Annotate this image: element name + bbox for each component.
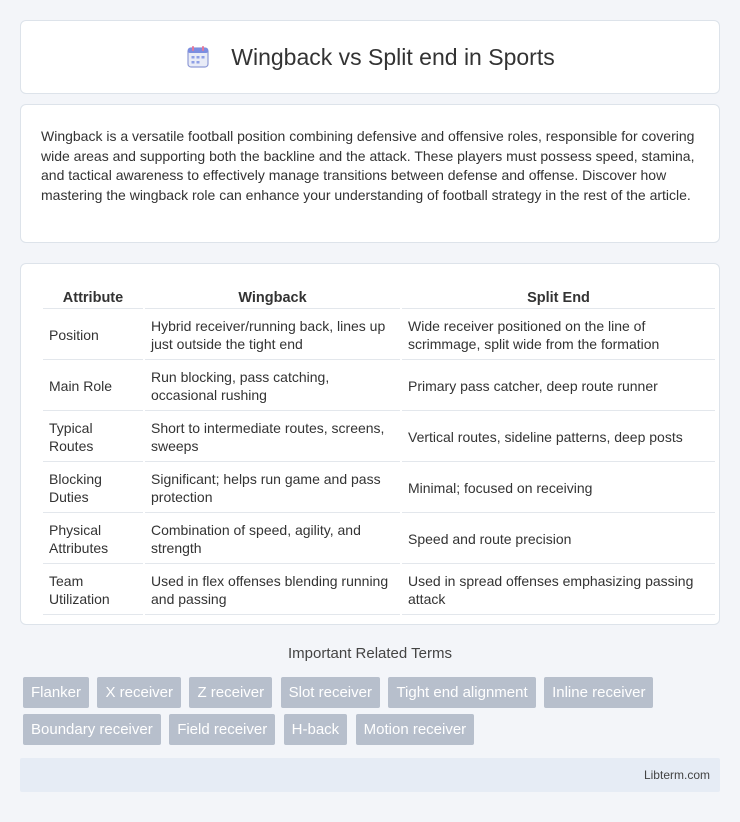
related-term-tag[interactable]: Motion receiver bbox=[356, 714, 475, 745]
header-wingback: Wingback bbox=[145, 288, 400, 309]
calendar-icon bbox=[185, 44, 211, 70]
table-cell: Used in spread offenses emphasizing passing attack bbox=[402, 566, 715, 615]
header-split-end: Split End bbox=[402, 288, 715, 309]
related-term-tag[interactable]: Z receiver bbox=[189, 677, 272, 708]
table-row bbox=[43, 413, 715, 462]
footer bbox=[20, 758, 720, 792]
table-cell: Primary pass catcher, deep route runner bbox=[402, 362, 715, 411]
table-cell: Physical Attributes bbox=[43, 515, 143, 564]
table-row bbox=[43, 464, 715, 513]
header-attribute: Attribute bbox=[43, 288, 143, 309]
table-cell: Blocking Duties bbox=[43, 464, 143, 513]
intro-card bbox=[20, 104, 720, 243]
intro-text: Wingback is a versatile football position combining defensive and offensive roles, responsible for covering wide areas and supporting both the backline and the attack. These players must possess speed, stamina, and tactical awareness to effectively manage transitions between defense and offense. Discover how mastering the wingback role can enhance your understanding of football strategy in the rest of the article. bbox=[41, 128, 695, 203]
table-cell: Minimal; focused on receiving bbox=[402, 464, 715, 513]
related-term-tag[interactable]: Flanker bbox=[23, 677, 89, 708]
table-cell: Combination of speed, agility, and strength bbox=[145, 515, 400, 564]
table-cell: Significant; helps run game and pass protection bbox=[145, 464, 400, 513]
table-cell: Position bbox=[43, 311, 143, 360]
footer-site-link[interactable]: Libterm.com bbox=[643, 768, 710, 782]
comparison-card bbox=[20, 263, 720, 625]
related-term-tag[interactable]: H-back bbox=[284, 714, 348, 745]
table-cell: Speed and route precision bbox=[402, 515, 715, 564]
table-row bbox=[43, 566, 715, 615]
table-cell: Used in flex offenses blending running and passing bbox=[145, 566, 400, 615]
related-term-tag[interactable]: Boundary receiver bbox=[23, 714, 161, 745]
table-cell: Wide receiver positioned on the line of scrimmage, split wide from the formation bbox=[402, 311, 715, 360]
table-cell: Short to intermediate routes, screens, sweeps bbox=[145, 413, 400, 462]
table-cell: Team Utilization bbox=[43, 566, 143, 615]
related-terms-title: Important Related Terms bbox=[288, 645, 452, 662]
related-term-tag[interactable]: Tight end alignment bbox=[388, 677, 535, 708]
table-header-row bbox=[43, 288, 715, 309]
related-terms-tags bbox=[23, 677, 723, 751]
table-row bbox=[43, 362, 715, 411]
table-row bbox=[43, 515, 715, 564]
table-row bbox=[43, 311, 715, 360]
table-cell: Vertical routes, sideline patterns, deep posts bbox=[402, 413, 715, 462]
table-cell: Run blocking, pass catching, occasional rushing bbox=[145, 362, 400, 411]
page-title: Wingback vs Split end in Sports bbox=[231, 43, 555, 70]
table-cell: Hybrid receiver/running back, lines up just outside the tight end bbox=[145, 311, 400, 360]
related-term-tag[interactable]: Inline receiver bbox=[544, 677, 653, 708]
related-term-tag[interactable]: X receiver bbox=[97, 677, 181, 708]
table-cell: Main Role bbox=[43, 362, 143, 411]
comparison-table bbox=[41, 286, 717, 617]
related-term-tag[interactable]: Slot receiver bbox=[281, 677, 380, 708]
related-term-tag[interactable]: Field receiver bbox=[169, 714, 275, 745]
table-cell: Typical Routes bbox=[43, 413, 143, 462]
title-card bbox=[20, 20, 720, 94]
